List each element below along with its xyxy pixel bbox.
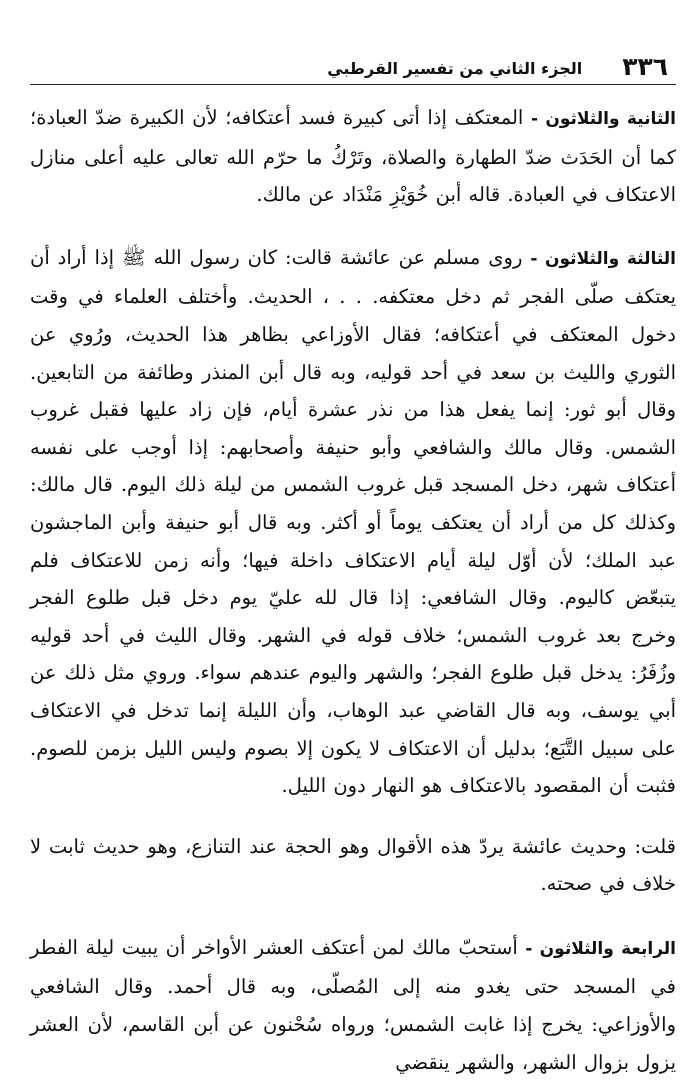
page-header (30, 48, 676, 85)
paragraph-text: روى مسلم عن عائشة قالت: كان رسول الله ﷺ إذا أراد أن يعتكف صلّى الفجر ثم دخل معتكفه. . . ، الحديث. وأختلف العلماء في وقت دخول المعتكف في أعتكافه؛ فقال الأوزاعي بظاهر هذا الحديث، ورُوي عن الثوري والليث بن سعد في أحد قوليه، وبه قال أبن المنذر وطائفة من التابعين. وقال أبو ثور: إنما يفعل هذا من نذر عشرة أيام، فإن زاد عليها فقبل غروب الشمس. وقال مالك والشافعي وأبو حنيفة وأصحابهم: إذا أوجب على نفسه أعتكاف شهر، دخل المسجد قبل غروب الشمس من ليلة ذلك اليوم. قال مالك: وكذلك كل من أراد أن يعتكف يوماً أو أكثر. وبه قال أبو حنيفة وأبن الماجشون عبد الملك؛ لأن أوّل ليلة أيام الاعتكاف داخلة فيها؛ وأنه زمن للاعتكاف فلم يتبعّض كاليوم. وقال الشافعي: إذا قال لله عليّ يوم دخل قبل طلوع الفجر وخرج بعد غروب الشمس؛ خلاف قوله في الشهر. وقال الليث في أحد قوليه وزُفَرُ: يدخل قبل طلوع الفجر؛ والشهر واليوم عندهم سواء. وروي مثل ذلك عن أبي يوسف، وبه قال القاضي عبد الوهاب، وأن الليلة إنما تدخل في الاعتكاف على سبيل التَّبَع؛ بدليل أن الاعتكاف لا يكون إلا بصوم وليس الليل بزمن للصوم. فثبت أن المقصود بالاعتكاف هو النهار دون الليل. (30, 245, 676, 798)
page-body (30, 99, 676, 1081)
running-title: الجزء الثاني من تفسير القرطبي (327, 59, 583, 78)
paragraph-issue-34 (30, 929, 676, 1081)
paragraph-text: أستحبّ مالك لمن أعتكف العشر الأواخر أن يبيت ليلة الفطر في المسجد حتى يغدو منه إلى المُصلّى، وبه قال أحمد. وقال الشافعي والأوزاعي: يخرج إذا غابت الشمس؛ ورواه سُحْنون عن أبن القاسم، لأن العشر يزول بزوال الشهر، والشهر ينقضي (30, 935, 676, 1074)
book-page (30, 48, 676, 1081)
paragraph-lead: الرابعة والثلاثون - (525, 938, 676, 959)
page-number: ٣٣٦ (622, 52, 668, 81)
paragraph-text: المعتكف إذا أتى كبيرة فسد أعتكافه؛ لأن الكبيرة ضدّ العبادة؛ كما أن الحَدَث ضدّ الطهارة والصلاة، وتَرْكُ ما حرّم الله تعالى عليه أعلى منازل الاعتكاف في العبادة. قاله أبن خُوَيْزِ مَنْدَاد عن مالك. (30, 106, 676, 207)
paragraph-lead: الثانية والثلاثون - (530, 109, 676, 129)
paragraph-text: قلت: وحديث عائشة يردّ هذه الأقوال وهو الحجة عند التنازع، وهو حديث ثابت لا خلاف في صحته. (30, 834, 676, 896)
paragraph-issue-32 (30, 99, 676, 214)
paragraph-lead: الثالثة والثلاثون - (530, 248, 677, 269)
paragraph-commentary (30, 828, 676, 903)
paragraph-issue-33 (30, 239, 676, 805)
